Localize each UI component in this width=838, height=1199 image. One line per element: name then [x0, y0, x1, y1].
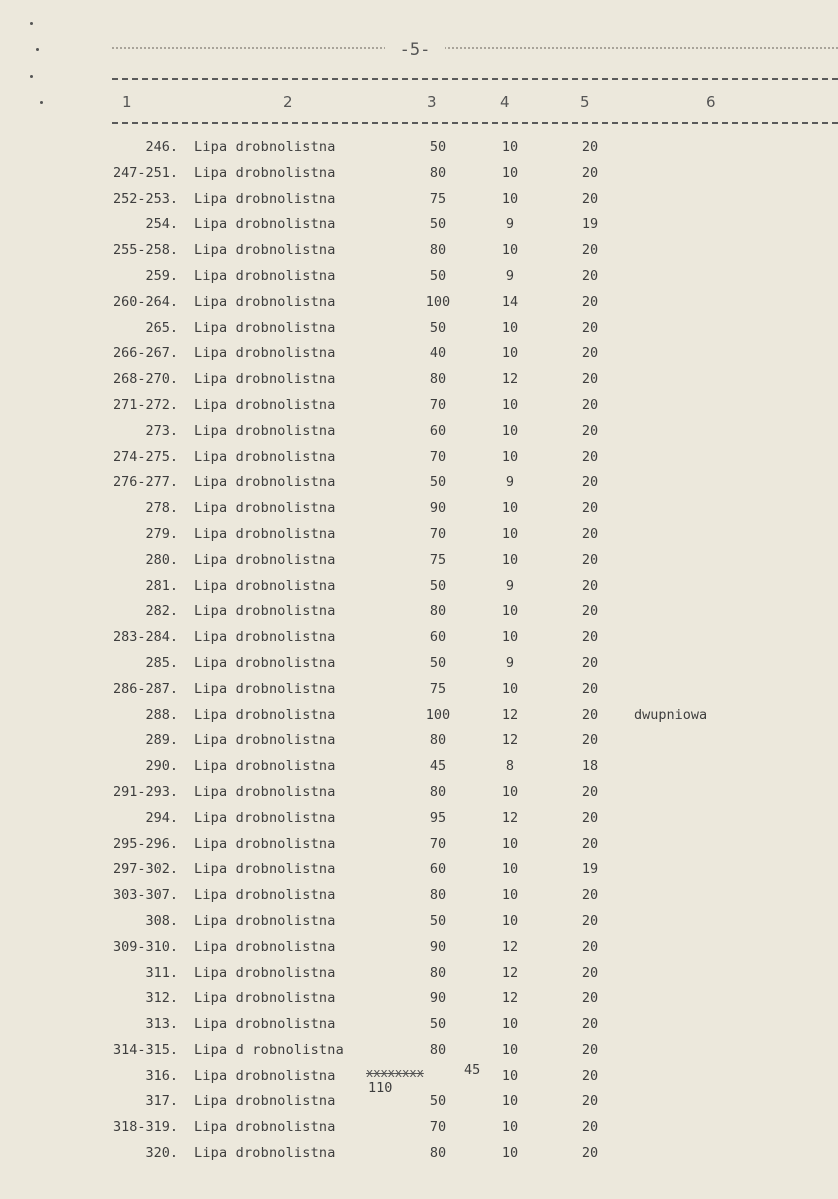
cell-col3: 40	[429, 345, 447, 362]
cell-number: 285.	[145, 654, 178, 671]
cell-col4: 10	[501, 1041, 519, 1058]
struck-text: xxxxxxxx	[366, 1066, 424, 1080]
cell-col4: 10	[501, 1119, 519, 1136]
cell-col4: 10	[501, 319, 519, 336]
cell-col4: 10	[501, 190, 519, 207]
cell-col3: 50	[429, 267, 447, 284]
cell-col3: 80	[429, 1145, 447, 1162]
table-row	[0, 937, 838, 963]
cell-col4: 10	[501, 680, 519, 697]
cell-col5: 20	[581, 809, 599, 826]
cell-col4: 10	[501, 629, 519, 646]
cell-col5: 20	[581, 783, 599, 800]
cell-species: Lipa drobnolistna	[194, 887, 336, 904]
cell-col3: 70	[429, 448, 447, 465]
cell-col5: 20	[581, 396, 599, 413]
cell-species: Lipa drobnolistna	[194, 1093, 336, 1110]
cell-species: Lipa drobnolistna	[194, 758, 336, 775]
cell-number: 273.	[145, 422, 178, 439]
table-row	[0, 189, 838, 215]
table-row	[0, 756, 838, 782]
cell-col3: 80	[429, 887, 447, 904]
cell-col5: 20	[581, 448, 599, 465]
cell-col5: 19	[581, 216, 599, 233]
margin-mark	[30, 75, 33, 78]
cell-number: 291-293.	[112, 783, 178, 800]
margin-mark	[30, 22, 33, 25]
cell-col5: 20	[581, 603, 599, 620]
cell-col3: 60	[429, 422, 447, 439]
cell-species: Lipa drobnolistna	[194, 242, 336, 259]
cell-number: 320.	[145, 1145, 178, 1162]
table-row	[0, 395, 838, 421]
cell-col3: 100	[425, 293, 451, 310]
cell-col4: 10	[501, 1093, 519, 1110]
cell-col5: 20	[581, 1093, 599, 1110]
cell-col4: 12	[501, 371, 519, 388]
cell-col3: 70	[429, 525, 447, 542]
cell-species: Lipa drobnolistna	[194, 396, 336, 413]
cell-number: 303-307.	[112, 887, 178, 904]
cell-col3: 70	[429, 396, 447, 413]
cell-species: Lipa drobnolistna	[194, 525, 336, 542]
cell-species: Lipa drobnolistna	[194, 603, 336, 620]
cell-col3: 80	[429, 1041, 447, 1058]
cell-col4: 12	[501, 706, 519, 723]
cell-col5: 20	[581, 525, 599, 542]
cell-number: 316.	[145, 1067, 178, 1084]
cell-col4: 10	[501, 1145, 519, 1162]
cell-species: Lipa drobnolistna	[194, 345, 336, 362]
table-header-rule	[112, 122, 838, 124]
cell-col4: 10	[501, 1016, 519, 1033]
table-row	[0, 963, 838, 989]
cell-col5: 20	[581, 577, 599, 594]
cell-col5: 20	[581, 242, 599, 259]
cell-col5: 20	[581, 1041, 599, 1058]
cell-number: 295-296.	[112, 835, 178, 852]
cell-note: dwupniowa	[634, 706, 708, 723]
cell-col4: 10	[501, 912, 519, 929]
table-row	[0, 1040, 838, 1066]
cell-col5: 20	[581, 912, 599, 929]
cell-number: 281.	[145, 577, 178, 594]
table-row	[0, 266, 838, 292]
cell-col5: 20	[581, 345, 599, 362]
table-row	[0, 1117, 838, 1143]
cell-number: 311.	[145, 964, 178, 981]
cell-number: 312.	[145, 990, 178, 1007]
column-header-4: 4	[500, 93, 510, 111]
table-row	[0, 859, 838, 885]
cell-number: 268-270.	[112, 371, 178, 388]
cell-number: 313.	[145, 1016, 178, 1033]
cell-col5: 20	[581, 654, 599, 671]
cell-col4: 10	[501, 835, 519, 852]
cell-number: 317.	[145, 1093, 178, 1110]
cell-col4: 12	[501, 809, 519, 826]
cell-col4: 12	[501, 732, 519, 749]
cell-col5: 20	[581, 706, 599, 723]
cell-number: 308.	[145, 912, 178, 929]
cell-col3: 60	[429, 861, 447, 878]
table-row	[0, 240, 838, 266]
table-row	[0, 576, 838, 602]
cell-species: Lipa drobnolistna	[194, 964, 336, 981]
cell-species: Lipa drobnolistna	[194, 629, 336, 646]
cell-col3: 100	[425, 706, 451, 723]
cell-col5: 20	[581, 319, 599, 336]
table-row	[0, 782, 838, 808]
cell-col3: 50	[429, 139, 447, 155]
cell-col3: 70	[429, 1119, 447, 1136]
cell-species: Lipa drobnolistna	[194, 319, 336, 336]
table-row	[0, 343, 838, 369]
cell-col4: 10	[501, 422, 519, 439]
cell-col4: 10	[501, 500, 519, 517]
cell-number: 246.	[145, 139, 178, 155]
cell-col3: 80	[429, 732, 447, 749]
cell-col5: 20	[581, 371, 599, 388]
cell-species: Lipa drobnolistna	[194, 551, 336, 568]
margin-mark	[40, 101, 43, 104]
cell-number: 252-253.	[112, 190, 178, 207]
cell-col5: 20	[581, 732, 599, 749]
cell-col4: 10	[501, 242, 519, 259]
cell-col3: 90	[429, 990, 447, 1007]
cell-number: 289.	[145, 732, 178, 749]
cell-number: 254.	[145, 216, 178, 233]
table-row	[0, 730, 838, 756]
cell-col5: 20	[581, 422, 599, 439]
cell-species: Lipa drobnolistna	[194, 861, 336, 878]
cell-col3: 80	[429, 783, 447, 800]
cell-species: Lipa drobnolistna	[194, 474, 336, 491]
cell-col3: 80	[429, 164, 447, 181]
cell-number: 286-287.	[112, 680, 178, 697]
cell-species: Lipa drobnolistna	[194, 267, 336, 284]
cell-species: Lipa drobnolistna	[194, 990, 336, 1007]
table-row	[0, 472, 838, 498]
cell-col3: 90	[429, 500, 447, 517]
cell-col5: 20	[581, 474, 599, 491]
cell-col4: 10	[501, 139, 519, 155]
cell-col3: 80	[429, 371, 447, 388]
cell-col4: 9	[505, 216, 515, 233]
cell-number: 290.	[145, 758, 178, 775]
cell-col5: 20	[581, 164, 599, 181]
cell-col4: 8	[505, 758, 515, 775]
cell-col4: 10	[501, 603, 519, 620]
cell-col4: 10	[501, 887, 519, 904]
margin-mark	[36, 48, 39, 51]
cell-col3: 90	[429, 938, 447, 955]
cell-col5: 20	[581, 938, 599, 955]
header-dotted-line	[112, 47, 838, 49]
page-number: -5-	[385, 40, 445, 60]
cell-col5: 20	[581, 139, 599, 155]
cell-col3: 80	[429, 964, 447, 981]
cell-col5: 20	[581, 1119, 599, 1136]
cell-species: Lipa drobnolistna	[194, 577, 336, 594]
cell-col5: 20	[581, 680, 599, 697]
cell-number: 288.	[145, 706, 178, 723]
cell-col3: 70	[429, 835, 447, 852]
cell-col3: 45	[429, 758, 447, 775]
cell-species: Lipa drobnolistna	[194, 783, 336, 800]
cell-col4: 10	[501, 783, 519, 800]
column-header-3: 3	[427, 93, 437, 111]
table-row	[0, 834, 838, 860]
cell-col3: 50	[429, 577, 447, 594]
cell-col4: 10	[501, 1067, 519, 1084]
cell-col3: 75	[429, 680, 447, 697]
cell-col5: 20	[581, 1145, 599, 1162]
cell-number: 259.	[145, 267, 178, 284]
cell-col3: 75	[429, 551, 447, 568]
column-header-6: 6	[706, 93, 716, 111]
cell-number: 297-302.	[112, 861, 178, 878]
cell-col5: 20	[581, 267, 599, 284]
cell-col3: 50	[429, 474, 447, 491]
cell-col5: 20	[581, 551, 599, 568]
cell-species: Lipa drobnolistna	[194, 706, 336, 723]
cell-col4: 12	[501, 990, 519, 1007]
correction-original-value: 110	[368, 1080, 393, 1096]
cell-number: 274-275.	[112, 448, 178, 465]
cell-col4: 10	[501, 551, 519, 568]
table-row	[0, 498, 838, 524]
cell-species: Lipa drobnolistna	[194, 139, 336, 155]
cell-col4: 9	[505, 577, 515, 594]
cell-species: Lipa drobnolistna	[194, 422, 336, 439]
cell-col3: 50	[429, 319, 447, 336]
cell-number: 318-319.	[112, 1119, 178, 1136]
cell-species: Lipa drobnolistna	[194, 680, 336, 697]
table-row	[0, 988, 838, 1014]
tree-table	[0, 137, 838, 1169]
table-row	[0, 292, 838, 318]
cell-col5: 20	[581, 293, 599, 310]
cell-number: 280.	[145, 551, 178, 568]
cell-col3: 50	[429, 1016, 447, 1033]
cell-species: Lipa drobnolistna	[194, 938, 336, 955]
cell-col3: 50	[429, 654, 447, 671]
table-row	[0, 1091, 838, 1117]
cell-col3: 50	[429, 1093, 447, 1110]
cell-col5: 18	[581, 758, 599, 775]
cell-col4: 10	[501, 861, 519, 878]
cell-col5: 20	[581, 990, 599, 1007]
cell-col3: 60	[429, 629, 447, 646]
table-row	[0, 137, 838, 163]
cell-species: Lipa drobnolistna	[194, 1145, 336, 1162]
table-row	[0, 808, 838, 834]
table-row	[0, 705, 838, 731]
cell-col4: 10	[501, 448, 519, 465]
cell-species: Lipa d robnolistna	[194, 1041, 344, 1058]
table-row	[0, 369, 838, 395]
table-row	[0, 318, 838, 344]
table-row	[0, 627, 838, 653]
cell-col4: 9	[505, 654, 515, 671]
cell-col5: 20	[581, 835, 599, 852]
cell-number: 265.	[145, 319, 178, 336]
cell-col5: 20	[581, 1016, 599, 1033]
cell-number: 266-267.	[112, 345, 178, 362]
cell-col3: 75	[429, 190, 447, 207]
table-row	[0, 1143, 838, 1169]
cell-col3: 80	[429, 242, 447, 259]
cell-number: 314-315.	[112, 1041, 178, 1058]
cell-species: Lipa drobnolistna	[194, 371, 336, 388]
column-header-2: 2	[283, 93, 293, 111]
cell-col5: 20	[581, 190, 599, 207]
cell-col4: 14	[501, 293, 519, 310]
cell-col3: 80	[429, 603, 447, 620]
table-row	[0, 214, 838, 240]
cell-col4: 10	[501, 345, 519, 362]
table-row	[0, 421, 838, 447]
cell-number: 282.	[145, 603, 178, 620]
table-row	[0, 911, 838, 937]
table-row	[0, 1014, 838, 1040]
correction-inserted-value: 45	[464, 1062, 481, 1078]
cell-number: 278.	[145, 500, 178, 517]
cell-number: 283-284.	[112, 629, 178, 646]
cell-col5: 20	[581, 1067, 599, 1084]
cell-col4: 9	[505, 474, 515, 491]
cell-col4: 10	[501, 164, 519, 181]
cell-number: 294.	[145, 809, 178, 826]
table-row	[0, 163, 838, 189]
cell-species: Lipa drobnolistna	[194, 216, 336, 233]
cell-col4: 10	[501, 525, 519, 542]
cell-col3: 50	[429, 912, 447, 929]
cell-col4: 10	[501, 396, 519, 413]
table-top-rule	[112, 78, 838, 80]
cell-species: Lipa drobnolistna	[194, 732, 336, 749]
cell-number: 309-310.	[112, 938, 178, 955]
column-header-1: 1	[122, 93, 132, 111]
cell-col3: 95	[429, 809, 447, 826]
cell-species: Lipa drobnolistna	[194, 448, 336, 465]
table-row	[0, 524, 838, 550]
cell-species: Lipa drobnolistna	[194, 293, 336, 310]
cell-number: 260-264.	[112, 293, 178, 310]
cell-col5: 19	[581, 861, 599, 878]
cell-col5: 20	[581, 887, 599, 904]
cell-col4: 12	[501, 938, 519, 955]
cell-species: Lipa drobnolistna	[194, 190, 336, 207]
table-row	[0, 679, 838, 705]
cell-col5: 20	[581, 629, 599, 646]
cell-col4: 9	[505, 267, 515, 284]
table-row	[0, 653, 838, 679]
cell-species: Lipa drobnolistna	[194, 1067, 336, 1084]
cell-number: 247-251.	[112, 164, 178, 181]
table-row	[0, 447, 838, 473]
table-row	[0, 601, 838, 627]
table-row	[0, 885, 838, 911]
cell-species: Lipa drobnolistna	[194, 164, 336, 181]
cell-number: 279.	[145, 525, 178, 542]
cell-species: Lipa drobnolistna	[194, 809, 336, 826]
cell-number: 271-272.	[112, 396, 178, 413]
cell-species: Lipa drobnolistna	[194, 1016, 336, 1033]
table-row	[0, 550, 838, 576]
cell-species: Lipa drobnolistna	[194, 835, 336, 852]
cell-species: Lipa drobnolistna	[194, 500, 336, 517]
cell-col4: 12	[501, 964, 519, 981]
cell-col5: 20	[581, 500, 599, 517]
cell-species: Lipa drobnolistna	[194, 912, 336, 929]
cell-number: 255-258.	[112, 242, 178, 259]
column-header-5: 5	[580, 93, 590, 111]
cell-species: Lipa drobnolistna	[194, 1119, 336, 1136]
cell-col5: 20	[581, 964, 599, 981]
cell-number: 276-277.	[112, 474, 178, 491]
cell-species: Lipa drobnolistna	[194, 654, 336, 671]
cell-col3: 50	[429, 216, 447, 233]
